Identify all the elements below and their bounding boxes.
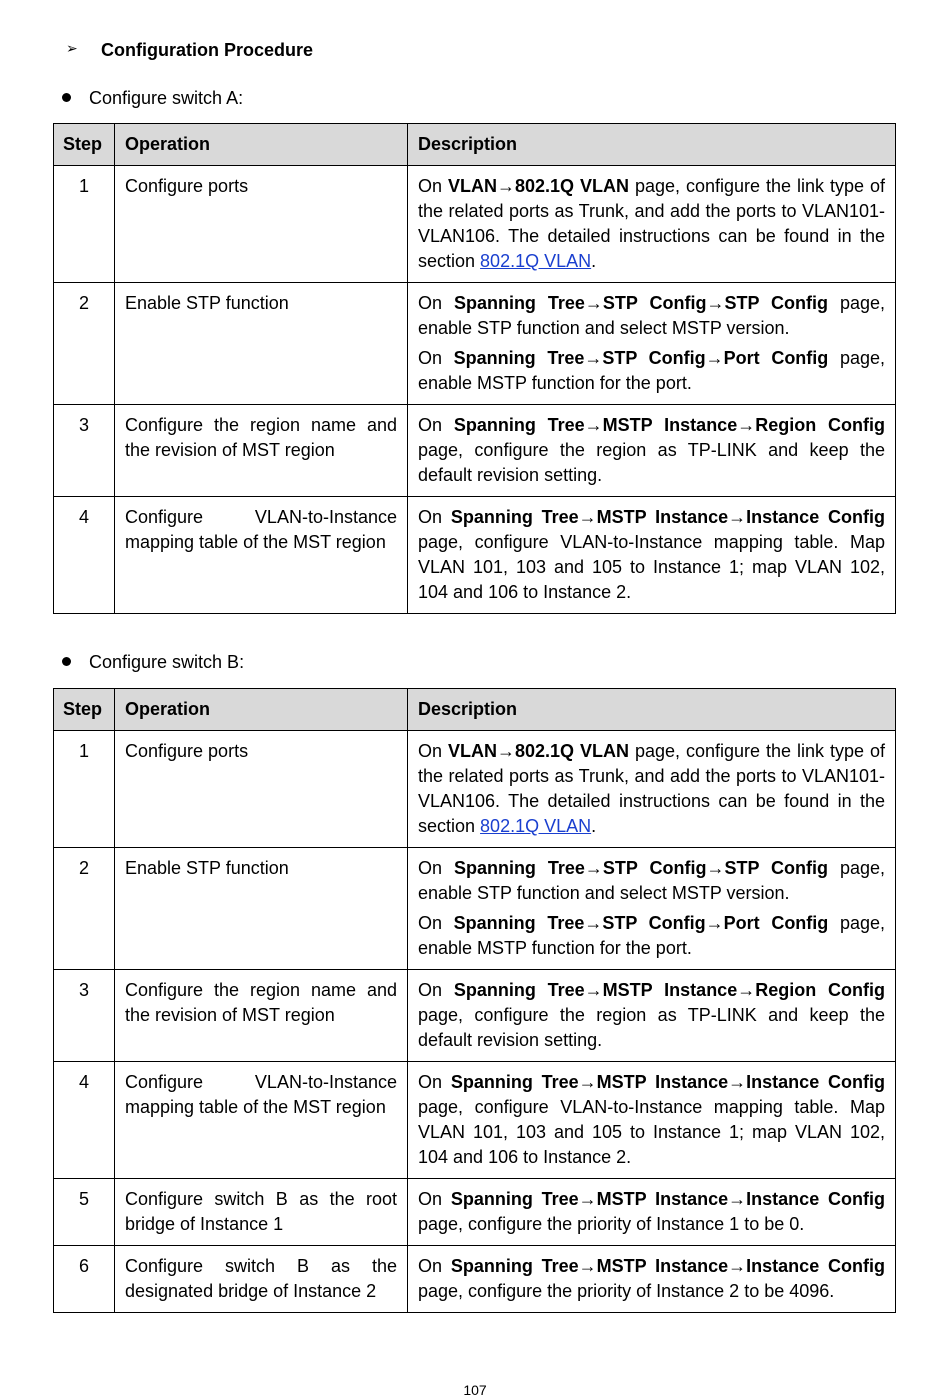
step-number: 3 xyxy=(54,405,115,497)
menu-path: Spanning Tree→MSTP Instance→Region Config xyxy=(453,980,885,1000)
description-text: page, configure VLAN-to-Instance mapping table. Map VLAN 101, 103 and 105 to Instance 1; map VLAN 102, 104 and 106 to Instance 2. xyxy=(418,532,885,602)
operation-cell: Configure the region name and the revision of MST region xyxy=(115,405,408,497)
table-row xyxy=(54,848,896,970)
description-cell xyxy=(408,283,896,405)
menu-path: Spanning Tree→MSTP Instance→Instance Config xyxy=(450,1256,885,1276)
step-number: 3 xyxy=(54,970,115,1062)
menu-path: Spanning Tree→STP Config→STP Config xyxy=(453,858,829,878)
description-text: page, configure VLAN-to-Instance mapping table. Map VLAN 101, 103 and 105 to Instance 1; map VLAN 102, 104 and 106 to Instance 2. xyxy=(418,1097,885,1167)
header-description: Description xyxy=(408,124,896,166)
step-number: 4 xyxy=(54,497,115,614)
description-paragraph xyxy=(418,346,885,396)
operation-cell: Enable STP function xyxy=(115,848,408,970)
description-text: On xyxy=(418,741,448,761)
table-row xyxy=(54,970,896,1062)
bullet-switch-b-label: Configure switch B: xyxy=(89,652,245,672)
operation-cell: Configure VLAN-to-Instance mapping table of the MST region xyxy=(115,1062,408,1179)
description-text: page, configure the link type of the related ports as Trunk, and add the ports to VLAN101-VLAN106. The detailed instructions can be found in the section xyxy=(418,741,885,836)
description-text: . xyxy=(591,251,597,271)
description-cell xyxy=(408,848,896,970)
step-number: 2 xyxy=(54,283,115,405)
menu-path: Spanning Tree→MSTP Instance→Instance Config xyxy=(450,1072,885,1092)
operation-cell: Configure VLAN-to-Instance mapping table of the MST region xyxy=(115,497,408,614)
operation-cell: Enable STP function xyxy=(115,283,408,405)
header-operation: Operation xyxy=(115,124,408,166)
table-header-row xyxy=(54,124,896,166)
step-number: 1 xyxy=(54,731,115,848)
step-number: 6 xyxy=(54,1246,115,1313)
description-paragraph xyxy=(418,856,885,906)
description-paragraph xyxy=(418,1187,885,1237)
operation-cell: Configure ports xyxy=(115,166,408,283)
description-paragraph xyxy=(418,174,885,274)
description-text: On xyxy=(418,176,448,196)
step-number: 4 xyxy=(54,1062,115,1179)
menu-path: Spanning Tree→STP Config→Port Config xyxy=(453,348,829,368)
table-row xyxy=(54,405,896,497)
header-description: Description xyxy=(408,689,896,731)
description-text: On xyxy=(418,348,454,368)
step-number: 1 xyxy=(54,166,115,283)
bullet-dot-icon xyxy=(62,93,71,102)
table-row xyxy=(54,1179,896,1246)
page-number: 107 xyxy=(463,1382,487,1398)
operation-cell: Configure the region name and the revision of MST region xyxy=(115,970,408,1062)
operation-cell: Configure switch B as the root bridge of Instance 1 xyxy=(115,1179,408,1246)
description-cell xyxy=(408,731,896,848)
description-paragraph xyxy=(418,978,885,1053)
description-text: page, configure the priority of Instance 1 to be 0. xyxy=(418,1214,805,1234)
description-text: page, configure the priority of Instance 2 to be 4096. xyxy=(418,1281,835,1301)
table-row xyxy=(54,497,896,614)
switch-b-table xyxy=(53,688,896,1313)
description-text: On xyxy=(418,1189,451,1209)
header-step: Step xyxy=(54,124,115,166)
description-paragraph xyxy=(418,911,885,961)
description-text: page, enable STP function and select MSTP version. xyxy=(418,858,885,903)
table-header-row xyxy=(54,689,896,731)
description-paragraph xyxy=(418,739,885,839)
description-text: On xyxy=(418,980,454,1000)
bullet-switch-a xyxy=(62,88,243,109)
description-paragraph xyxy=(418,1070,885,1170)
menu-path: VLAN→802.1Q VLAN xyxy=(447,176,629,196)
table-row xyxy=(54,731,896,848)
description-text: . xyxy=(591,816,597,836)
menu-path: VLAN→802.1Q VLAN xyxy=(447,741,629,761)
heading-title: Configuration Procedure xyxy=(101,40,314,60)
description-paragraph xyxy=(418,505,885,605)
description-text: page, configure the link type of the related ports as Trunk, and add the ports to VLAN101-VLAN106. The detailed instructions can be found in the section xyxy=(418,176,885,271)
section-link[interactable]: 802.1Q VLAN xyxy=(480,251,592,271)
description-text: page, configure the region as TP-LINK and keep the default revision setting. xyxy=(418,440,885,485)
description-text: page, enable MSTP function for the port. xyxy=(418,348,885,393)
menu-path: Spanning Tree→MSTP Instance→Instance Config xyxy=(450,507,885,527)
description-paragraph xyxy=(418,1254,885,1304)
section-link[interactable]: 802.1Q VLAN xyxy=(480,816,592,836)
description-text: On xyxy=(418,858,454,878)
description-cell xyxy=(408,405,896,497)
operation-cell: Configure switch B as the designated bridge of Instance 2 xyxy=(115,1246,408,1313)
table-row xyxy=(54,1246,896,1313)
description-cell xyxy=(408,1246,896,1313)
description-cell xyxy=(408,1179,896,1246)
description-text: On xyxy=(418,913,454,933)
step-number: 2 xyxy=(54,848,115,970)
description-text: page, enable STP function and select MSTP version. xyxy=(418,293,885,338)
menu-path: Spanning Tree→STP Config→STP Config xyxy=(453,293,829,313)
table-row xyxy=(54,1062,896,1179)
menu-path: Spanning Tree→MSTP Instance→Instance Config xyxy=(450,1189,885,1209)
description-paragraph xyxy=(418,291,885,341)
arrow-bullet-icon: ➢ xyxy=(66,40,78,56)
header-operation: Operation xyxy=(115,689,408,731)
description-text: page, enable MSTP function for the port. xyxy=(418,913,885,958)
description-text: On xyxy=(418,293,454,313)
description-cell xyxy=(408,970,896,1062)
switch-a-table xyxy=(53,123,896,614)
menu-path: Spanning Tree→MSTP Instance→Region Config xyxy=(453,415,885,435)
bullet-dot-icon xyxy=(62,657,71,666)
description-text: On xyxy=(418,1256,451,1276)
step-number: 5 xyxy=(54,1179,115,1246)
menu-path: Spanning Tree→STP Config→Port Config xyxy=(453,913,829,933)
description-cell xyxy=(408,166,896,283)
description-text: On xyxy=(418,1072,451,1092)
description-text: On xyxy=(418,507,451,527)
header-step: Step xyxy=(54,689,115,731)
description-paragraph xyxy=(418,413,885,488)
operation-cell: Configure ports xyxy=(115,731,408,848)
table-row xyxy=(54,166,896,283)
description-cell xyxy=(408,1062,896,1179)
bullet-switch-b xyxy=(62,652,244,673)
table-row xyxy=(54,283,896,405)
description-cell xyxy=(408,497,896,614)
description-text: page, configure the region as TP-LINK and keep the default revision setting. xyxy=(418,1005,885,1050)
description-text: On xyxy=(418,415,454,435)
bullet-switch-a-label: Configure switch A: xyxy=(89,88,244,108)
